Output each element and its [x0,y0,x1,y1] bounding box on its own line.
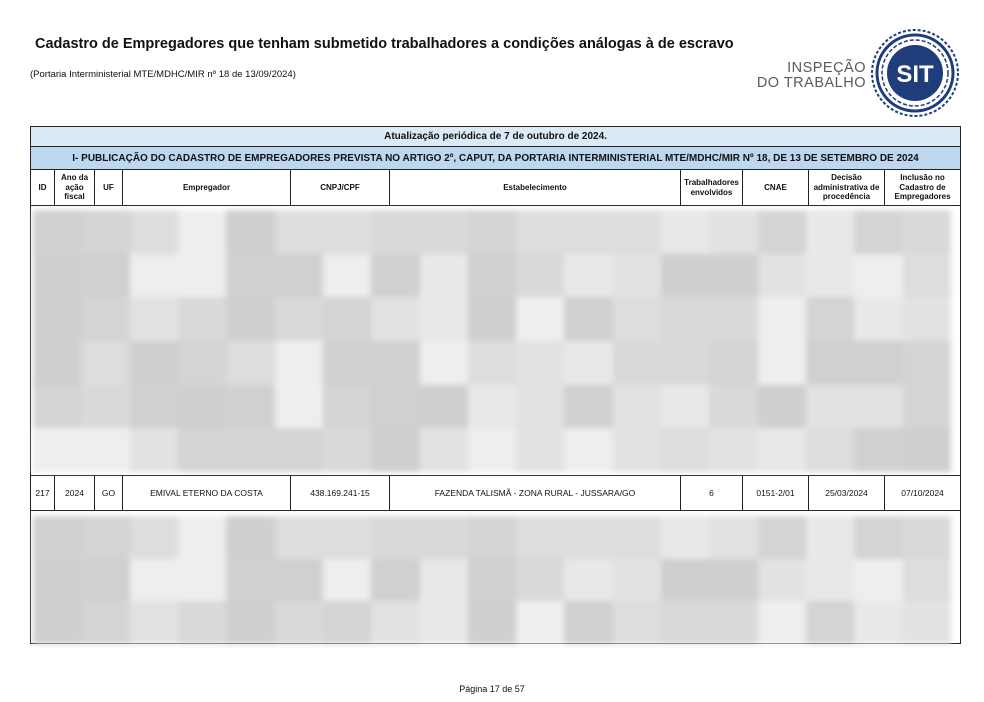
redacted-block [613,341,663,386]
col-header-trabalhadores: Trabalhadores envolvidos [681,170,743,206]
redacted-block [33,601,83,644]
logo-text-line2: DO TRABALHO [756,75,866,91]
logo-text-line1: INSPEÇÃO [787,60,866,76]
cell-empregador: EMIVAL ETERNO DA COSTA [123,476,291,511]
redacted-block [33,341,83,386]
redacted-block [709,210,759,255]
publication-bar: I- PUBLICAÇÃO DO CADASTRO DE EMPREGADORES PREVISTA NO ARTIGO 2º, CAPUT, DA PORTARIA INTERMINISTERIAL MTE/MDHC/MIR Nº 18, DE 13 DE SETEMBRO DE 2024 [31,147,961,170]
redacted-block [371,385,421,430]
redacted-block [178,341,228,386]
redacted-block [130,559,180,603]
redacted-block [81,254,131,299]
redacted-block [709,297,759,342]
redacted-block [226,297,276,342]
sit-seal-logo [870,28,960,118]
redacted-block [468,341,518,386]
redacted-block [420,341,470,386]
redacted-block [806,341,856,386]
redacted-block [178,210,228,255]
redacted-block [709,341,759,386]
page-subtitle: (Portaria Interministerial MTE/MDHC/MIR nº 18 de 13/09/2024) [30,69,296,80]
redacted-block [178,254,228,299]
redacted-block [758,385,808,430]
redacted-block [371,516,421,560]
cell-id: 217 [31,476,55,511]
redacted-block [468,428,518,472]
redacted-block [81,297,131,342]
redacted-block [661,210,711,255]
redacted-block [758,297,808,342]
page-number: Página 17 de 57 [459,684,525,694]
col-header-empregador: Empregador [123,170,291,206]
redacted-block [806,428,856,472]
redacted-block [468,385,518,430]
redacted-block [226,516,276,560]
redacted-block [613,601,663,644]
redacted-block [758,428,808,472]
redacted-block [903,297,951,342]
redacted-block [613,210,663,255]
redacted-block [709,428,759,472]
redacted-block [709,516,759,560]
redacted-block [564,601,614,644]
redacted-block [516,559,566,603]
redacted-block [178,385,228,430]
redacted-block [661,385,711,430]
redacted-block [709,385,759,430]
redacted-block [371,210,421,255]
cell-decisao: 25/03/2024 [809,476,885,511]
redacted-block [903,385,951,430]
cell-cnpj: 438.169.241-15 [291,476,390,511]
redacted-block [564,428,614,472]
redacted-block [516,516,566,560]
redacted-block [758,516,808,560]
redacted-block [371,428,421,472]
redacted-block [33,516,83,560]
redacted-block [275,341,325,386]
redacted-block [371,559,421,603]
redacted-block [226,254,276,299]
redacted-block [564,254,614,299]
redacted-block [275,385,325,430]
redacted-block [33,210,83,255]
redacted-block [226,385,276,430]
redacted-block [420,297,470,342]
redacted-block [661,428,711,472]
redacted-block [420,516,470,560]
redacted-block [516,601,566,644]
redacted-block [564,297,614,342]
redacted-block [130,210,180,255]
redacted-block [613,385,663,430]
redacted-block [130,428,180,472]
redacted-block [323,601,373,644]
redacted-block [275,297,325,342]
redacted-block [564,385,614,430]
redacted-block [130,516,180,560]
cell-inclusao: 07/10/2024 [885,476,961,511]
redacted-block [903,210,951,255]
redacted-block [758,254,808,299]
redacted-block [854,341,904,386]
redacted-block [323,559,373,603]
redacted-block [420,428,470,472]
redacted-block [661,559,711,603]
redacted-block [226,559,276,603]
redacted-block [323,385,373,430]
redacted-block [130,601,180,644]
redacted-block [903,341,951,386]
redacted-block [130,297,180,342]
redacted-block [323,341,373,386]
redacted-block [709,254,759,299]
redacted-block [33,559,83,603]
col-header-ano: Ano da ação fiscal [55,170,95,206]
redacted-block [226,428,276,472]
page-title: Cadastro de Empregadores que tenham submetido trabalhadores a condições análogas à de escravo [35,36,734,52]
redacted-block [806,601,856,644]
redacted-block [758,341,808,386]
redacted-block [420,254,470,299]
redacted-area-bottom [33,516,951,644]
redacted-block [468,254,518,299]
cell-uf: GO [95,476,123,511]
redacted-block [564,210,614,255]
redacted-block [613,428,663,472]
redacted-block [806,297,856,342]
redacted-block [806,385,856,430]
col-header-uf: UF [95,170,123,206]
redacted-block [516,297,566,342]
col-header-cnpj: CNPJ/CPF [291,170,390,206]
seal-text: SIT [896,61,934,88]
redacted-block [468,559,518,603]
redacted-block [226,341,276,386]
redacted-block [903,428,951,472]
redacted-block [178,428,228,472]
col-header-inclusao: Inclusão no Cadastro de Empregadores [885,170,961,206]
redacted-block [661,601,711,644]
redacted-block [178,516,228,560]
redacted-block [371,254,421,299]
redacted-block [564,559,614,603]
redacted-block [806,516,856,560]
redacted-block [81,559,131,603]
col-header-id: ID [31,170,55,206]
redacted-block [323,210,373,255]
redacted-block [854,297,904,342]
redacted-block [81,516,131,560]
redacted-block [806,559,856,603]
redacted-area-top [33,210,951,472]
redacted-block [226,210,276,255]
col-header-decisao: Decisão administrativa de procedência [809,170,885,206]
redacted-block [613,254,663,299]
redacted-block [371,601,421,644]
redacted-block [854,559,904,603]
table-row [31,476,961,511]
redacted-block [661,516,711,560]
redacted-block [613,516,663,560]
update-bar: Atualização periódica de 7 de outubro de 2024. [31,127,961,147]
redacted-block [420,385,470,430]
redacted-block [709,601,759,644]
redacted-block [854,516,904,560]
redacted-block [709,559,759,603]
redacted-block [420,559,470,603]
redacted-block [806,254,856,299]
redacted-block [516,254,566,299]
redacted-block [178,297,228,342]
redacted-block [275,559,325,603]
redacted-block [130,385,180,430]
redacted-block [661,297,711,342]
redacted-block [854,210,904,255]
redacted-block [371,341,421,386]
redacted-block [420,601,470,644]
redacted-block [275,210,325,255]
redacted-block [81,601,131,644]
redacted-block [758,559,808,603]
redacted-block [81,428,131,472]
redacted-block [178,601,228,644]
cell-ano: 2024 [55,476,95,511]
redacted-block [661,254,711,299]
redacted-block [468,210,518,255]
redacted-block [371,297,421,342]
col-header-cnae: CNAE [743,170,809,206]
cell-cnae: 0151-2/01 [743,476,809,511]
redacted-block [516,385,566,430]
redacted-block [564,341,614,386]
redacted-block [854,254,904,299]
redacted-block [516,341,566,386]
redacted-block [130,254,180,299]
redacted-block [275,516,325,560]
redacted-block [130,341,180,386]
redacted-block [226,601,276,644]
redacted-block [275,254,325,299]
redacted-block [468,516,518,560]
redacted-block [806,210,856,255]
redacted-block [516,428,566,472]
redacted-block [854,385,904,430]
redacted-block [420,210,470,255]
redacted-block [81,341,131,386]
redacted-block [323,297,373,342]
logo-text [757,61,866,91]
redacted-block [323,516,373,560]
redacted-block [178,559,228,603]
redacted-block [903,516,951,560]
redacted-block [613,559,663,603]
redacted-block [323,254,373,299]
cell-trabalhadores: 6 [681,476,743,511]
cell-estabelecimento: FAZENDA TALISMÃ - ZONA RURAL - JUSSARA/GO [390,476,681,511]
redacted-block [564,516,614,560]
redacted-block [81,210,131,255]
redacted-block [33,428,83,472]
redacted-block [903,559,951,603]
redacted-block [903,254,951,299]
redacted-block [661,341,711,386]
redacted-block [903,601,951,644]
redacted-block [275,601,325,644]
redacted-block [613,297,663,342]
redacted-block [758,601,808,644]
redacted-block [33,254,83,299]
redacted-block [33,297,83,342]
redacted-block [468,297,518,342]
redacted-block [758,210,808,255]
redacted-block [275,428,325,472]
redacted-block [854,428,904,472]
redacted-block [516,210,566,255]
redacted-block [854,601,904,644]
redacted-block [468,601,518,644]
redacted-block [33,385,83,430]
col-header-estabelecimento: Estabelecimento [390,170,681,206]
redacted-block [323,428,373,472]
redacted-block [81,385,131,430]
